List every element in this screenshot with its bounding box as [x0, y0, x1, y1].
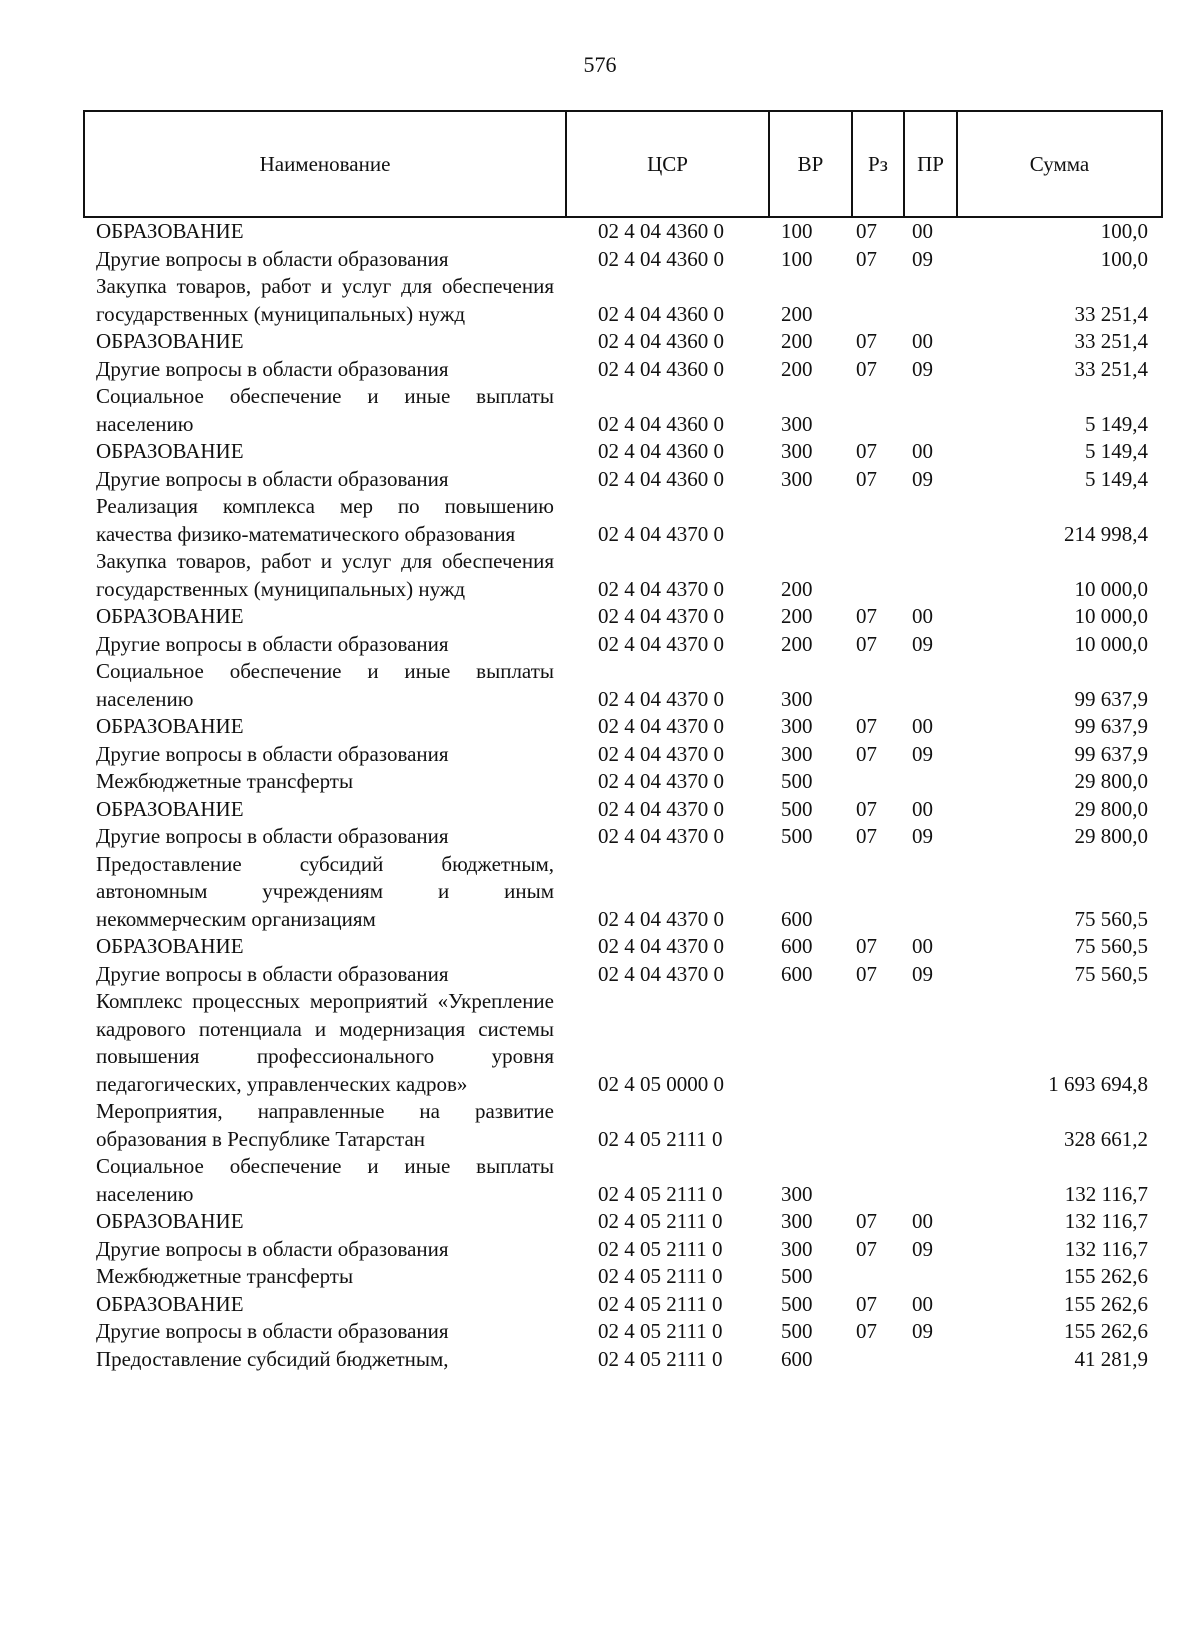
cell-pr: 09	[912, 356, 933, 381]
cell-rz: 07	[856, 1209, 877, 1233]
cell-sum: 5 149,4	[1085, 466, 1148, 491]
cell-vr	[769, 1098, 852, 1153]
cell-sum: 10 000,0	[1074, 604, 1148, 628]
cell-csr: 02 4 04 4370 0	[598, 961, 724, 986]
cell-rz	[852, 1263, 904, 1291]
table-row	[84, 1153, 1162, 1208]
budget-table-container	[83, 110, 1161, 1373]
cell-csr: 02 4 04 4370 0	[598, 769, 724, 793]
cell-vr: 600	[781, 961, 813, 986]
header-sum: Сумма	[957, 111, 1162, 217]
cell-csr: 02 4 04 4360 0	[598, 356, 724, 381]
cell-rz	[852, 1346, 904, 1374]
cell-sum: 132 116,7	[1064, 1209, 1148, 1233]
table-row	[84, 548, 1162, 603]
cell-sum: 10 000,0	[1074, 631, 1148, 656]
cell-vr: 500	[781, 824, 813, 848]
cell-rz	[852, 658, 904, 713]
cell-name: ОБРАЗОВАНИЕ	[96, 1209, 244, 1233]
cell-rz	[852, 851, 904, 934]
table-row	[84, 658, 1162, 713]
cell-sum: 33 251,4	[1074, 356, 1148, 381]
cell-csr: 02 4 04 4370 0	[598, 686, 724, 711]
cell-sum: 155 262,6	[1064, 1319, 1148, 1343]
cell-rz: 07	[856, 824, 877, 848]
cell-rz: 07	[856, 1291, 877, 1316]
cell-rz	[852, 383, 904, 438]
cell-sum: 155 262,6	[1064, 1264, 1148, 1288]
header-pr: ПР	[904, 111, 957, 217]
cell-sum: 75 560,5	[1074, 934, 1148, 958]
cell-rz	[852, 768, 904, 796]
cell-csr: 02 4 05 2111 0	[598, 1236, 723, 1261]
cell-vr: 300	[781, 714, 813, 738]
table-row	[84, 328, 1162, 356]
cell-sum: 29 800,0	[1074, 769, 1148, 793]
cell-rz: 07	[856, 466, 877, 491]
cell-rz: 07	[856, 961, 877, 986]
cell-sum: 10 000,0	[1074, 576, 1148, 601]
cell-rz	[852, 548, 904, 603]
cell-pr: 00	[912, 714, 933, 738]
cell-pr: 00	[912, 1291, 933, 1316]
cell-rz: 07	[856, 741, 877, 766]
cell-vr: 200	[781, 356, 813, 381]
cell-csr: 02 4 04 4370 0	[598, 521, 724, 546]
cell-rz: 07	[856, 439, 877, 463]
cell-sum: 155 262,6	[1064, 1291, 1148, 1316]
cell-csr: 02 4 05 2111 0	[598, 1319, 723, 1343]
cell-pr	[904, 1263, 957, 1291]
cell-pr: 09	[912, 246, 933, 271]
cell-pr	[904, 383, 957, 438]
table-row	[84, 493, 1162, 548]
cell-pr	[904, 988, 957, 1098]
cell-name: Социальное обеспечение и иные выплаты населению	[96, 659, 554, 711]
cell-name: Предоставление субсидий бюджетным,	[96, 1346, 449, 1371]
table-row	[84, 1098, 1162, 1153]
cell-rz: 07	[856, 631, 877, 656]
table-row	[84, 988, 1162, 1098]
cell-pr: 00	[912, 439, 933, 463]
cell-pr: 09	[912, 961, 933, 986]
cell-sum: 5 149,4	[1085, 411, 1148, 436]
cell-name: ОБРАЗОВАНИЕ	[96, 714, 244, 738]
cell-csr: 02 4 04 4360 0	[598, 439, 724, 463]
cell-csr: 02 4 05 2111 0	[598, 1291, 723, 1316]
cell-sum: 75 560,5	[1074, 906, 1148, 931]
cell-sum: 5 149,4	[1085, 439, 1148, 463]
header-name: Наименование	[84, 111, 566, 217]
cell-rz: 07	[856, 604, 877, 628]
table-row	[84, 466, 1162, 494]
cell-name: Комплекс процессных мероприятий «Укрепление кадрового потенциала и модернизация системы повышения профессионального уровня педагогических, управленческих кадров»	[96, 989, 554, 1096]
cell-pr	[904, 1153, 957, 1208]
cell-csr: 02 4 04 4370 0	[598, 741, 724, 766]
table-row	[84, 217, 1162, 246]
cell-csr: 02 4 05 0000 0	[598, 1071, 724, 1096]
cell-name: ОБРАЗОВАНИЕ	[96, 329, 244, 353]
cell-name: ОБРАЗОВАНИЕ	[96, 604, 244, 628]
table-row	[84, 1208, 1162, 1236]
cell-sum: 100,0	[1100, 246, 1148, 271]
cell-name: ОБРАЗОВАНИЕ	[96, 934, 244, 958]
cell-csr: 02 4 04 4370 0	[598, 934, 724, 958]
cell-rz: 07	[856, 796, 877, 821]
cell-sum: 99 637,9	[1074, 714, 1148, 738]
cell-vr: 100	[781, 246, 813, 271]
cell-name: Предоставление субсидий бюджетным, автономным учреждениям и иным некоммерческим организациям	[96, 851, 554, 931]
cell-csr: 02 4 04 4370 0	[598, 714, 724, 738]
table-row	[84, 713, 1162, 741]
cell-sum: 100,0	[1100, 219, 1148, 243]
cell-rz: 07	[856, 1319, 877, 1343]
cell-pr	[904, 1346, 957, 1374]
cell-csr: 02 4 05 2111 0	[598, 1264, 723, 1288]
cell-sum: 33 251,4	[1074, 301, 1148, 326]
cell-name: Другие вопросы в области образования	[96, 961, 449, 986]
cell-csr: 02 4 05 2111 0	[598, 1209, 723, 1233]
cell-vr: 600	[781, 906, 813, 931]
table-row	[84, 933, 1162, 961]
table-row	[84, 631, 1162, 659]
cell-name: Социальное обеспечение и иные выплаты населению	[96, 1154, 554, 1206]
table-row	[84, 356, 1162, 384]
cell-rz: 07	[856, 219, 877, 243]
table-header	[84, 111, 1162, 217]
cell-rz: 07	[856, 934, 877, 958]
cell-csr: 02 4 04 4370 0	[598, 604, 724, 628]
cell-csr: 02 4 05 2111 0	[598, 1346, 723, 1371]
cell-csr: 02 4 04 4360 0	[598, 411, 724, 436]
cell-sum: 41 281,9	[1074, 1346, 1148, 1371]
table-row	[84, 741, 1162, 769]
cell-sum: 214 998,4	[1064, 521, 1148, 546]
table-row	[84, 246, 1162, 274]
cell-sum: 29 800,0	[1074, 796, 1148, 821]
cell-vr: 500	[781, 1264, 813, 1288]
cell-csr: 02 4 04 4360 0	[598, 329, 724, 353]
cell-csr: 02 4 04 4370 0	[598, 796, 724, 821]
cell-pr: 09	[912, 824, 933, 848]
cell-name: ОБРАЗОВАНИЕ	[96, 796, 244, 821]
table-row	[84, 603, 1162, 631]
cell-pr	[904, 548, 957, 603]
cell-pr	[904, 1098, 957, 1153]
cell-csr: 02 4 04 4360 0	[598, 466, 724, 491]
cell-vr: 300	[781, 1236, 813, 1261]
cell-vr	[769, 988, 852, 1098]
cell-rz: 07	[856, 246, 877, 271]
cell-vr: 300	[781, 1209, 813, 1233]
cell-rz: 07	[856, 329, 877, 353]
cell-name: Другие вопросы в области образования	[96, 741, 449, 766]
cell-rz	[852, 1153, 904, 1208]
header-vr: ВР	[769, 111, 852, 217]
page-number: 576	[583, 52, 617, 77]
table-row	[84, 383, 1162, 438]
cell-sum: 328 661,2	[1064, 1126, 1148, 1151]
table-row	[84, 1263, 1162, 1291]
cell-pr: 00	[912, 1209, 933, 1233]
cell-vr: 300	[781, 686, 813, 711]
cell-pr	[904, 768, 957, 796]
cell-csr: 02 4 04 4360 0	[598, 301, 724, 326]
cell-vr: 200	[781, 631, 813, 656]
cell-pr: 00	[912, 604, 933, 628]
table-row	[84, 1236, 1162, 1264]
cell-pr	[904, 493, 957, 548]
cell-name: Межбюджетные трансферты	[96, 1264, 354, 1288]
table-row	[84, 823, 1162, 851]
cell-pr	[904, 658, 957, 713]
cell-vr: 300	[781, 439, 813, 463]
cell-csr: 02 4 04 4360 0	[598, 219, 724, 243]
cell-name: Межбюджетные трансферты	[96, 769, 354, 793]
cell-vr	[769, 493, 852, 548]
cell-pr: 09	[912, 741, 933, 766]
cell-vr: 200	[781, 604, 813, 628]
cell-rz: 07	[856, 714, 877, 738]
cell-name: Мероприятия, направленные на развитие образования в Республике Татарстан	[96, 1099, 554, 1151]
cell-csr: 02 4 04 4360 0	[598, 246, 724, 271]
cell-sum: 75 560,5	[1074, 961, 1148, 986]
table-row	[84, 768, 1162, 796]
cell-vr: 200	[781, 301, 813, 326]
cell-vr: 600	[781, 1346, 813, 1371]
cell-name: Другие вопросы в области образования	[96, 356, 449, 381]
table-row	[84, 796, 1162, 824]
cell-pr	[904, 851, 957, 934]
cell-name: ОБРАЗОВАНИЕ	[96, 439, 244, 463]
cell-pr: 00	[912, 329, 933, 353]
cell-rz	[852, 273, 904, 328]
cell-rz: 07	[856, 1236, 877, 1261]
cell-name: Другие вопросы в области образования	[96, 631, 449, 656]
cell-vr: 200	[781, 329, 813, 353]
table-row	[84, 273, 1162, 328]
cell-vr: 300	[781, 466, 813, 491]
cell-pr: 09	[912, 1236, 933, 1261]
cell-vr: 500	[781, 1291, 813, 1316]
cell-pr: 09	[912, 1319, 933, 1343]
cell-pr: 00	[912, 219, 933, 243]
cell-pr: 00	[912, 934, 933, 958]
cell-name: ОБРАЗОВАНИЕ	[96, 219, 244, 243]
cell-vr: 300	[781, 1181, 813, 1206]
cell-csr: 02 4 04 4370 0	[598, 906, 724, 931]
cell-sum: 1 693 694,8	[1048, 1071, 1148, 1096]
cell-name: Социальное обеспечение и иные выплаты населению	[96, 384, 554, 436]
cell-vr: 600	[781, 934, 813, 958]
cell-name: Другие вопросы в области образования	[96, 824, 449, 848]
cell-sum: 29 800,0	[1074, 824, 1148, 848]
cell-vr: 200	[781, 576, 813, 601]
cell-name: Закупка товаров, работ и услуг для обеспечения государственных (муниципальных) нужд	[96, 274, 554, 326]
cell-name: ОБРАЗОВАНИЕ	[96, 1291, 244, 1316]
header-rz: Рз	[852, 111, 904, 217]
cell-pr	[904, 273, 957, 328]
header-row	[84, 111, 1162, 217]
table-row	[84, 851, 1162, 934]
cell-pr: 09	[912, 466, 933, 491]
cell-csr: 02 4 05 2111 0	[598, 1126, 723, 1151]
budget-table	[83, 110, 1163, 1373]
table-body	[84, 217, 1162, 1373]
cell-sum: 99 637,9	[1074, 686, 1148, 711]
cell-pr: 09	[912, 631, 933, 656]
cell-rz	[852, 988, 904, 1098]
cell-name: Другие вопросы в области образования	[96, 1319, 449, 1343]
cell-csr: 02 4 04 4370 0	[598, 576, 724, 601]
cell-name: Закупка товаров, работ и услуг для обеспечения государственных (муниципальных) нужд	[96, 549, 554, 601]
cell-rz	[852, 1098, 904, 1153]
table-row	[84, 1346, 1162, 1374]
cell-vr: 500	[781, 796, 813, 821]
header-csr: ЦСР	[566, 111, 769, 217]
cell-vr: 300	[781, 411, 813, 436]
cell-rz	[852, 493, 904, 548]
cell-sum: 33 251,4	[1074, 329, 1148, 353]
cell-csr: 02 4 04 4370 0	[598, 824, 724, 848]
cell-name: Другие вопросы в области образования	[96, 466, 449, 491]
cell-vr: 500	[781, 1319, 813, 1343]
cell-vr: 100	[781, 219, 813, 243]
cell-csr: 02 4 05 2111 0	[598, 1181, 723, 1206]
cell-sum: 132 116,7	[1064, 1236, 1148, 1261]
cell-name: Другие вопросы в области образования	[96, 246, 449, 271]
cell-rz: 07	[856, 356, 877, 381]
cell-sum: 132 116,7	[1064, 1181, 1148, 1206]
cell-vr: 500	[781, 769, 813, 793]
table-row	[84, 1318, 1162, 1346]
cell-vr: 300	[781, 741, 813, 766]
cell-sum: 99 637,9	[1074, 741, 1148, 766]
cell-name: Реализация комплекса мер по повышению качества физико-математического образования	[96, 494, 554, 546]
cell-pr: 00	[912, 796, 933, 821]
cell-name: Другие вопросы в области образования	[96, 1236, 449, 1261]
table-row	[84, 438, 1162, 466]
cell-csr: 02 4 04 4370 0	[598, 631, 724, 656]
table-row	[84, 961, 1162, 989]
table-row	[84, 1291, 1162, 1319]
